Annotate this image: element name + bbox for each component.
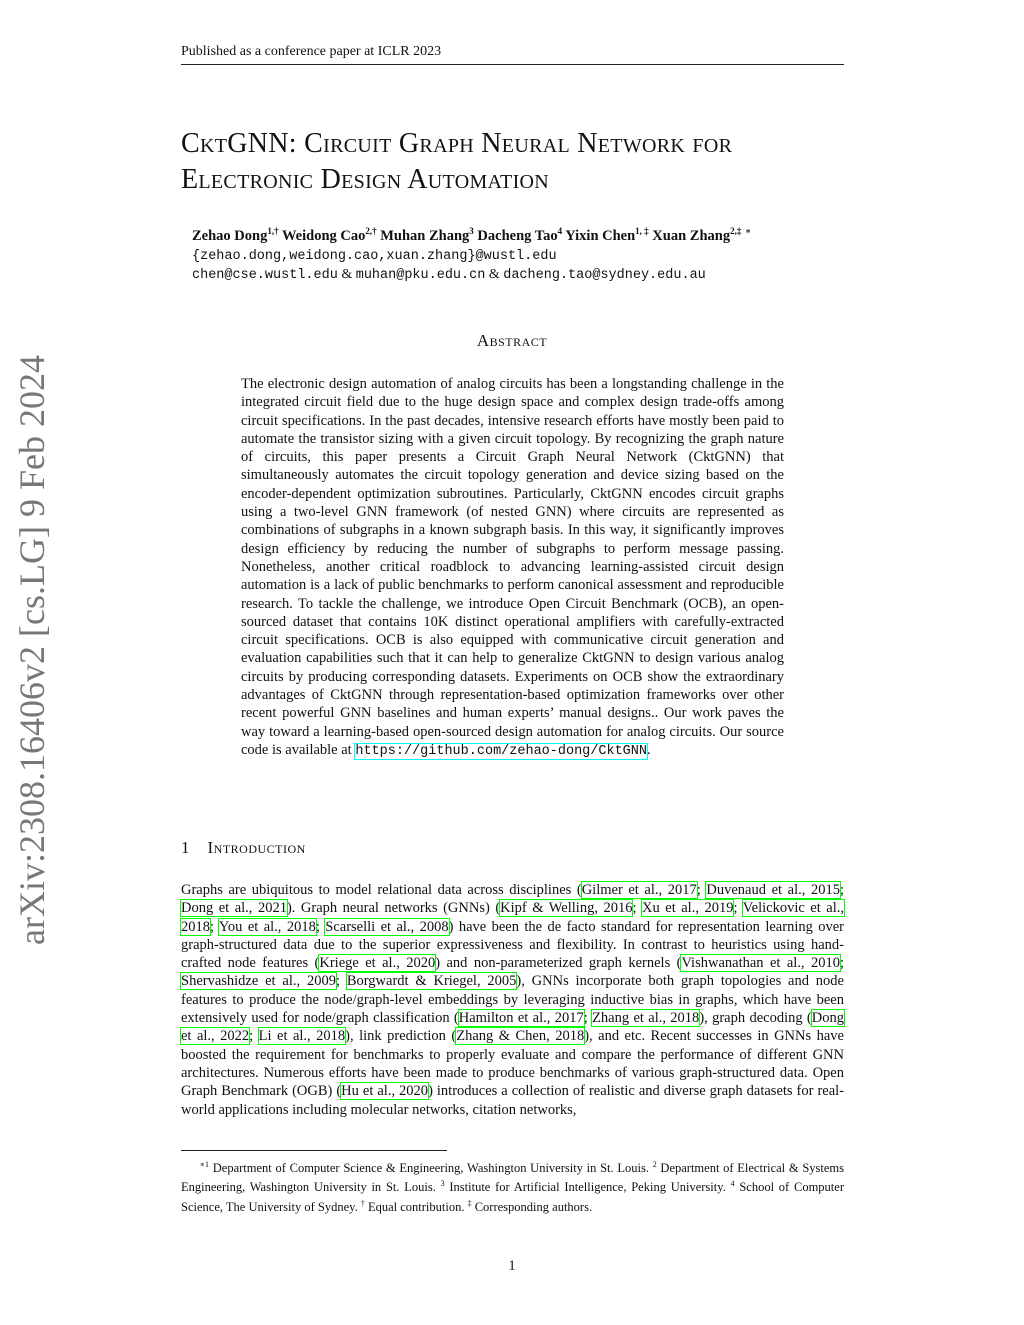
intro-text: ; bbox=[839, 955, 844, 972]
abstract-text: The electronic design automation of analog circuits has been a longstanding challenge in the integrated circuit field due to the huge design space and complex design trade-offs among circuit specifications. In the past decades, intensive research efforts have mostly been paid to automate the transistor sizing with a given circuit topology. By recognizing the graph nature of circuits, this paper presents a Circuit Graph Neural Network (CktGNN) that simultaneously automates the circuit topology generation and device sizing based on the encoder-dependent optimization subroutines. Particularly, CktGNN encodes circuit graphs using a two-level GNN framework (of nested GNN) where circuits are represented as combinations of subgraphs in a known subgraph basis. In this way, it significantly improves design efficiency by reducing the number of subgraphs to perform message passing. Nonetheless, another critical roadblock to advancing learning-assisted circuit design automation is a lack of public benchmarks to perform canonical assessment and reproducible research. To tackle the challenge, we introduce Open Circuit Benchmark (OCB), an open-sourced dataset that contains 10K distinct operational amplifiers with carefully-extracted circuit specifications. OCB is also equipped with communicative circuit generation and evaluation capabilities such that it can help to generalize CktGNN to design various analog circuits by producing corresponding datasets. Experiments on OCB show the extraordinary advantages of CktGNN through representation-based optimization frameworks over other recent powerful GNN baselines and human experts’ manual designs.. Our work paves the way toward a learning-based open-sourced design automation for analog circuits. Our source code is available at bbox=[241, 376, 784, 758]
section-title: Introduction bbox=[207, 838, 306, 857]
author-affiliation: 1, ‡ bbox=[635, 226, 649, 236]
affiliation-footnote bbox=[181, 1157, 844, 1215]
title-line-1: CktGNN: Circuit Graph Neural Network for bbox=[181, 128, 733, 159]
running-header: Published as a conference paper at ICLR 2023 bbox=[181, 44, 844, 65]
section-heading-introduction bbox=[181, 838, 306, 858]
email-separator: & bbox=[341, 267, 353, 282]
citation-link[interactable]: Vishwanathan et al., 2010 bbox=[681, 955, 840, 972]
citation-link[interactable]: Gilmer et al., 2017 bbox=[581, 882, 697, 898]
author-star-mark: ∗ bbox=[744, 226, 752, 236]
intro-text: ), and etc. Recent successes in GNNs have boosted the requirement for benchmarks to properly evaluate and compare the performance of different GNN architectures. Numerous efforts have been made to produce benchmarks of various graph-structured data. Open Graph Benchmark (OGB) ( bbox=[181, 1028, 844, 1100]
citation-link[interactable]: Zhang et al., 2018 bbox=[592, 1010, 700, 1027]
footnote-mark: ‡ bbox=[467, 1198, 472, 1208]
title-line-2: Electronic Design Automation bbox=[181, 164, 550, 195]
author-name: Yixin Chen bbox=[565, 227, 636, 244]
author-name: Dacheng Tao bbox=[477, 227, 558, 244]
intro-text: ). Graph neural networks (GNNs) ( bbox=[286, 900, 501, 917]
footnote-text: Department of Computer Science & Engineering, Washington University in St. Louis. bbox=[209, 1161, 653, 1176]
intro-text: ; bbox=[210, 918, 219, 935]
footnote-text: Department of Electrical & Systems Engineering, Washington University in St. Louis. bbox=[181, 1161, 844, 1195]
author-affiliation: 2,‡ bbox=[730, 226, 742, 236]
intro-text: ; bbox=[733, 900, 743, 917]
citation-link[interactable]: Kipf & Welling, 2016 bbox=[500, 900, 633, 917]
citation-link[interactable]: Scarselli et al., 2008 bbox=[325, 918, 449, 935]
email-chen[interactable]: chen@cse.wustl.edu bbox=[192, 268, 338, 283]
author-affiliation: 2,† bbox=[365, 226, 377, 236]
page-number: 1 bbox=[508, 1258, 516, 1274]
footnote-mark: ∗1 bbox=[199, 1160, 210, 1169]
footnote-text: Institute for Artificial Intelligence, Peking University. bbox=[444, 1180, 731, 1195]
citation-link[interactable]: Xu et al., 2019 bbox=[642, 900, 734, 917]
author-list bbox=[192, 226, 892, 245]
intro-text: ; bbox=[315, 918, 326, 935]
author-name: Muhan Zhang bbox=[380, 227, 470, 244]
citation-link[interactable]: Shervashidze et al., 2009 bbox=[181, 973, 336, 990]
arxiv-stamp-text: arXiv:2308.16406v2 [cs.LG] 9 Feb 2024 bbox=[12, 355, 52, 945]
intro-text: Graphs are ubiquitous to model relational data across disciplines ( bbox=[181, 882, 582, 898]
abstract-end: . bbox=[647, 741, 651, 758]
footnote-mark: 2 bbox=[652, 1160, 657, 1169]
footnote-divider bbox=[181, 1150, 447, 1151]
footnote-mark: 3 bbox=[440, 1179, 445, 1189]
author-affiliation: 3 bbox=[469, 226, 474, 236]
citation-link[interactable]: Velickovic et al., 2018 bbox=[181, 900, 844, 935]
citation-link[interactable]: Borgwardt & Kriegel, 2005 bbox=[346, 973, 517, 990]
citation-link[interactable]: Li et al., 2018 bbox=[258, 1028, 346, 1045]
section-number: 1 bbox=[181, 838, 190, 857]
intro-text: ; bbox=[249, 1028, 259, 1045]
author-name: Zehao Dong bbox=[192, 227, 268, 244]
citation-link[interactable]: Hu et al., 2020 bbox=[341, 1083, 429, 1100]
footnote-text: School of Computer Science, The University of Sydney. bbox=[181, 1180, 844, 1215]
intro-text: ), link prediction ( bbox=[345, 1028, 457, 1045]
footnote-mark: † bbox=[360, 1198, 365, 1208]
footnote-mark: 4 bbox=[730, 1179, 735, 1189]
author-affiliation: 1,† bbox=[267, 226, 279, 236]
author-name: Weidong Cao bbox=[281, 227, 366, 244]
citation-link[interactable]: Zhang & Chen, 2018 bbox=[456, 1028, 585, 1045]
abstract-heading: Abstract bbox=[476, 331, 548, 350]
email-line-1: {zehao.dong,weidong.cao,xuan.zhang}@wustl.edu bbox=[192, 249, 557, 264]
citation-link[interactable]: Kriege et al., 2020 bbox=[319, 955, 436, 972]
intro-text: ; bbox=[632, 900, 643, 917]
author-name: Xuan Zhang bbox=[652, 227, 731, 244]
citation-link[interactable]: Dong et al., 2022 bbox=[181, 1010, 844, 1045]
footnote-text: Equal contribution. bbox=[364, 1200, 468, 1215]
intro-text: ) have been the de facto standard for representation learning over graph-structured data due to the superior expressiveness and flexibility. In contrast to heuristics using hand-crafted node features ( bbox=[181, 918, 845, 972]
intro-text: ), GNNs incorporate both graph topologies and node features to produce the node/graph-level embeddings by leveraging inductive bias in graphs, which have been extensively used for node/graph classification ( bbox=[181, 973, 844, 1027]
citation-link[interactable]: Duvenaud et al., 2015 bbox=[706, 882, 840, 898]
paper-title bbox=[181, 126, 861, 198]
intro-text: ; bbox=[335, 973, 347, 990]
abstract-body bbox=[241, 375, 784, 761]
footnote-text: Corresponding authors. bbox=[471, 1200, 593, 1215]
author-affiliation: 4 bbox=[557, 226, 563, 236]
email-tao[interactable]: dacheng.tao@sydney.edu.au bbox=[503, 268, 706, 283]
arxiv-stamp bbox=[8, 355, 56, 945]
email-separator: & bbox=[488, 267, 500, 282]
intro-text: ; bbox=[583, 1010, 593, 1027]
intro-text: ; bbox=[696, 882, 707, 898]
email-line-2 bbox=[192, 266, 892, 285]
author-emails bbox=[192, 248, 892, 285]
intro-text: ), graph decoding ( bbox=[699, 1010, 812, 1027]
intro-text: ) introduces a collection of realistic and diverse graph datasets for real-world applications including molecular networks, citation networks, bbox=[181, 1083, 845, 1118]
citation-link[interactable]: Dong et al., 2021 bbox=[181, 900, 287, 917]
introduction-paragraph bbox=[181, 881, 844, 1119]
intro-text: ) and non-parameterized graph kernels ( bbox=[435, 955, 682, 972]
citation-link[interactable]: You et al., 2018 bbox=[218, 918, 316, 935]
email-muhan[interactable]: muhan@pku.edu.cn bbox=[355, 268, 486, 283]
citation-link[interactable]: Hamilton et al., 2017 bbox=[458, 1010, 584, 1027]
intro-text: ; bbox=[839, 882, 844, 898]
code-url-link[interactable]: https://github.com/zehao-dong/CktGNN bbox=[355, 743, 647, 759]
